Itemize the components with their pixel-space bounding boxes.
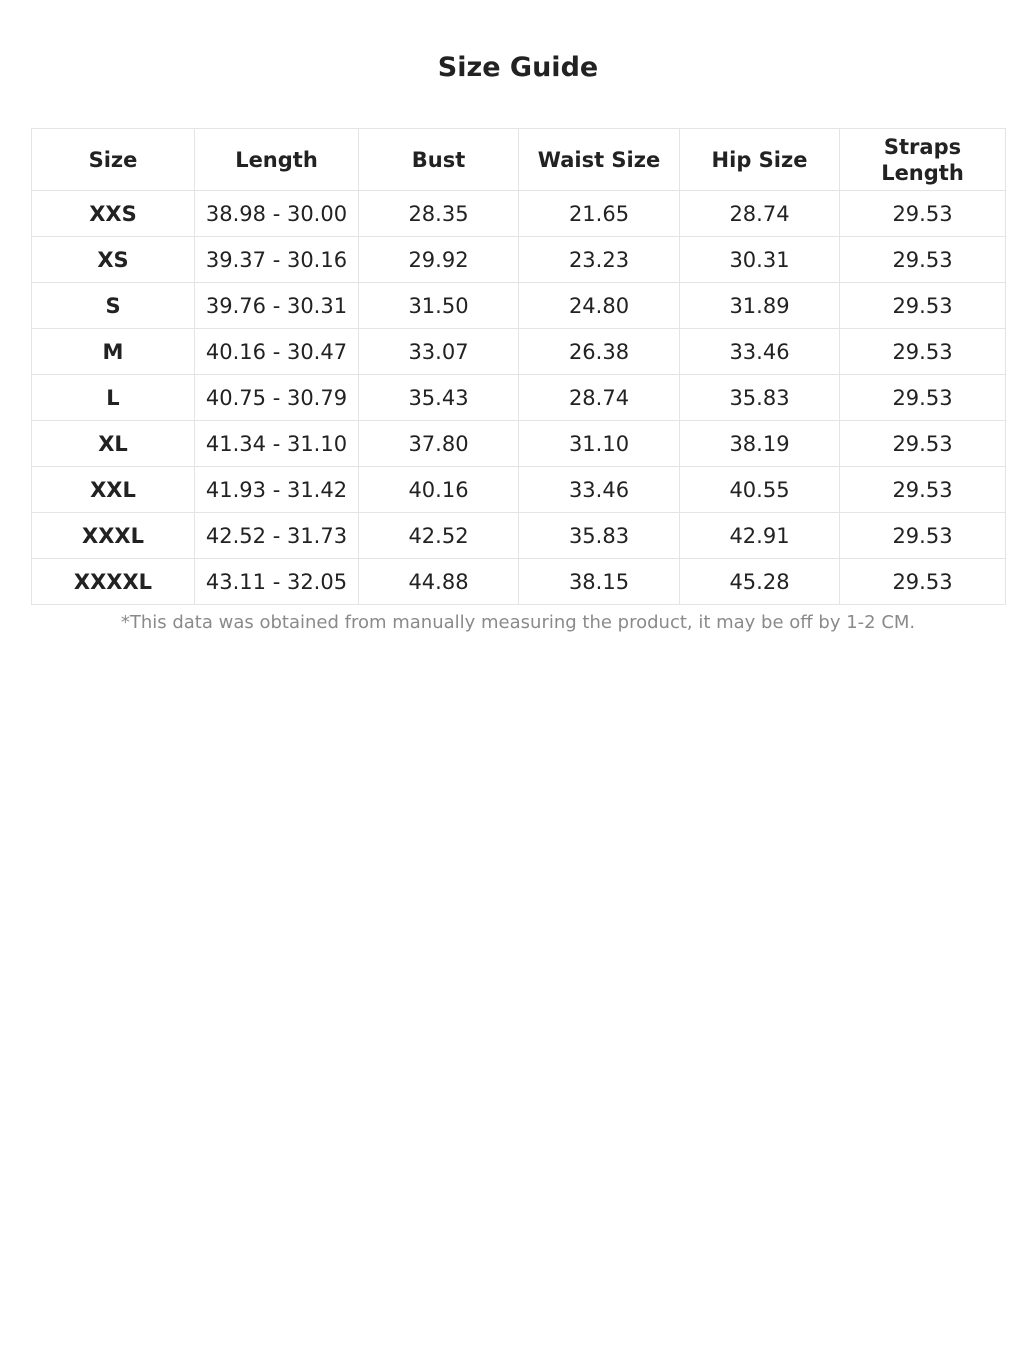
table-row <box>32 559 1006 605</box>
size-cell: S <box>32 283 195 329</box>
length-cell: 39.76 - 30.31 <box>195 283 359 329</box>
column-header-bust: Bust <box>359 129 519 191</box>
bust-cell: 28.35 <box>359 191 519 237</box>
bust-cell: 35.43 <box>359 375 519 421</box>
length-cell: 38.98 - 30.00 <box>195 191 359 237</box>
page-title: Size Guide <box>437 52 599 83</box>
bust-cell: 33.07 <box>359 329 519 375</box>
length-cell: 41.34 - 31.10 <box>195 421 359 467</box>
waist-size-cell: 28.74 <box>519 375 680 421</box>
size-cell: XS <box>32 237 195 283</box>
hip-size-cell: 42.91 <box>680 513 840 559</box>
table-row <box>32 237 1006 283</box>
waist-size-cell: 21.65 <box>519 191 680 237</box>
straps-length-cell: 29.53 <box>840 283 1006 329</box>
waist-size-cell: 33.46 <box>519 467 680 513</box>
size-cell: L <box>32 375 195 421</box>
size-cell: XXS <box>32 191 195 237</box>
size-cell: XL <box>32 421 195 467</box>
length-cell: 40.16 - 30.47 <box>195 329 359 375</box>
bust-cell: 42.52 <box>359 513 519 559</box>
hip-size-cell: 30.31 <box>680 237 840 283</box>
length-cell: 41.93 - 31.42 <box>195 467 359 513</box>
straps-length-cell: 29.53 <box>840 375 1006 421</box>
hip-size-cell: 38.19 <box>680 421 840 467</box>
column-header-length: Length <box>195 129 359 191</box>
straps-length-cell: 29.53 <box>840 513 1006 559</box>
table-row <box>32 421 1006 467</box>
waist-size-cell: 38.15 <box>519 559 680 605</box>
bust-cell: 31.50 <box>359 283 519 329</box>
hip-size-cell: 45.28 <box>680 559 840 605</box>
length-cell: 43.11 - 32.05 <box>195 559 359 605</box>
column-header-waist-size: Waist Size <box>519 129 680 191</box>
table-row <box>32 329 1006 375</box>
straps-length-cell: 29.53 <box>840 191 1006 237</box>
table-row <box>32 191 1006 237</box>
length-cell: 42.52 - 31.73 <box>195 513 359 559</box>
length-cell: 39.37 - 30.16 <box>195 237 359 283</box>
column-header-straps-length: Straps Length <box>840 129 1006 191</box>
table-header-row <box>32 129 1006 191</box>
size-cell: XXXXL <box>32 559 195 605</box>
hip-size-cell: 35.83 <box>680 375 840 421</box>
measurement-disclaimer: *This data was obtained from manually measuring the product, it may be off by 1-2 CM. <box>120 612 916 633</box>
waist-size-cell: 23.23 <box>519 237 680 283</box>
bust-cell: 37.80 <box>359 421 519 467</box>
hip-size-cell: 40.55 <box>680 467 840 513</box>
hip-size-cell: 33.46 <box>680 329 840 375</box>
size-guide-table <box>31 128 1006 605</box>
size-cell: XXXL <box>32 513 195 559</box>
bust-cell: 29.92 <box>359 237 519 283</box>
waist-size-cell: 31.10 <box>519 421 680 467</box>
hip-size-cell: 28.74 <box>680 191 840 237</box>
table-row <box>32 375 1006 421</box>
waist-size-cell: 24.80 <box>519 283 680 329</box>
waist-size-cell: 35.83 <box>519 513 680 559</box>
straps-length-cell: 29.53 <box>840 559 1006 605</box>
bust-cell: 40.16 <box>359 467 519 513</box>
straps-length-cell: 29.53 <box>840 237 1006 283</box>
column-header-size: Size <box>32 129 195 191</box>
bust-cell: 44.88 <box>359 559 519 605</box>
size-cell: M <box>32 329 195 375</box>
straps-length-cell: 29.53 <box>840 329 1006 375</box>
waist-size-cell: 26.38 <box>519 329 680 375</box>
straps-length-cell: 29.53 <box>840 421 1006 467</box>
length-cell: 40.75 - 30.79 <box>195 375 359 421</box>
table-row <box>32 513 1006 559</box>
table-row <box>32 467 1006 513</box>
straps-length-cell: 29.53 <box>840 467 1006 513</box>
column-header-hip-size: Hip Size <box>680 129 840 191</box>
size-cell: XXL <box>32 467 195 513</box>
hip-size-cell: 31.89 <box>680 283 840 329</box>
table-row <box>32 283 1006 329</box>
